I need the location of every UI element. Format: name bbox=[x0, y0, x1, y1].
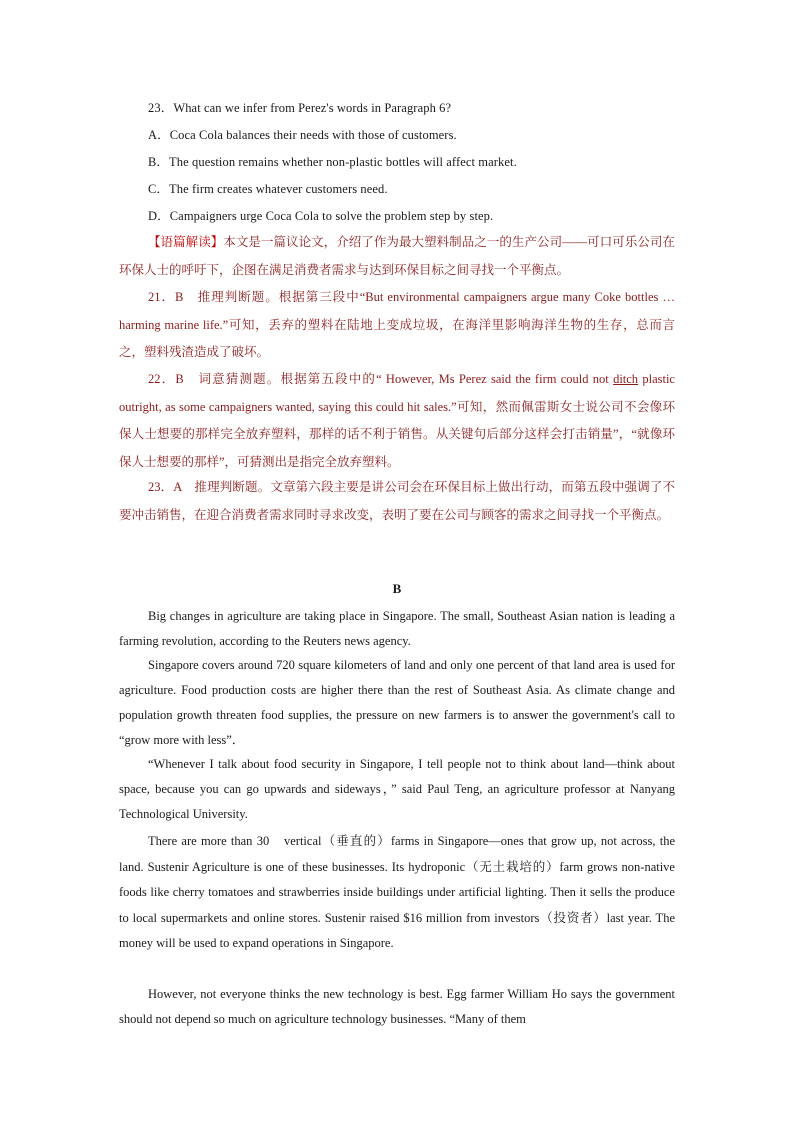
answer-head: 21．B 推理判断题。 bbox=[148, 290, 279, 304]
analysis-intro bbox=[119, 229, 675, 284]
answer-23 bbox=[119, 474, 675, 529]
passage-paragraph-3: “Whenever I talk about food security in Singapore, I tell people not to think about land—think about space, because you can go upwards and sideways，” said Paul Teng, an agriculture professor at Nanyang Technological University. bbox=[119, 757, 675, 821]
option-c bbox=[148, 179, 388, 197]
option-text: The firm creates whatever customers need. bbox=[169, 182, 388, 196]
option-letter: C． bbox=[148, 182, 170, 196]
question-text: What can we infer from Perez's words in Paragraph 6? bbox=[173, 101, 452, 115]
answer-22 bbox=[119, 366, 675, 476]
analysis-intro-text: 本文是一篇议论文，介绍了作为最大塑料制品之一的生产公司——可口可乐公司在环保人士的呼吁下，企图在满足消费者需求与达到环保目标之间寻找一个平衡点。 bbox=[119, 235, 675, 277]
question-23 bbox=[148, 98, 451, 116]
answer-text-pre: 根据第五段中的“ However, Ms Perez said the firm could not bbox=[280, 372, 614, 386]
option-text: Campaigners urge Coca Cola to solve the problem step by step. bbox=[169, 209, 494, 223]
answer-text: 文章第六段主要是讲公司会在环保目标上做出行动，而第五段中强调了不要冲击销售，在迎合消费者需求同时寻求改变，表明了要在公司与顾客的需求之间寻找一个平衡点。 bbox=[119, 480, 675, 522]
passage-paragraph-1: Big changes in agriculture are taking place in Singapore. The small, Southeast Asian nation is leading a farming revolution, according to the Reuters news agency. bbox=[119, 609, 675, 648]
question-number: 23． bbox=[148, 101, 174, 115]
passage-heading: B bbox=[392, 581, 402, 596]
option-text: Coca Cola balances their needs with those of customers. bbox=[169, 128, 457, 142]
answer-text-post: plastic outright, as some campaigners wanted, saying this could hit sales.”可知，然而佩雷斯女士说公司不会像环保人士想要的那样完全放弃塑料，那样的话不利于销售。从关键句后部分这样会打击销量”，“就像环保人士想要的那样”，可猜测出是指完全放弃塑料。 bbox=[119, 372, 675, 469]
option-b bbox=[148, 152, 517, 170]
answer-21 bbox=[119, 284, 675, 367]
answer-text: 根据第三段中“But environmental campaigners argue many Coke bottles … harming marine life.”可知，丢弃的塑料在陆地上变成垃圾，在海洋里影响海洋生物的生存，总而言之，塑料残渣造成了破坏。 bbox=[119, 290, 675, 359]
passage-paragraph-4: There are more than 30 vertical（垂直的）farms in Singapore—ones that grow up, not across, the land. Sustenir Agriculture is one of these businesses. Its hydroponic（无土栽培的）farm grows non-native foods like cherry tomatoes and strawberries inside buildings under artificial lighting. Then it sells the produce to local supermarkets and online stores. Sustenir raised $16 million from investors（投资者）last year. The money will be used to expand operations in Singapore. bbox=[119, 834, 675, 951]
analysis-tag: 【语篇解读】 bbox=[148, 235, 224, 249]
option-d bbox=[148, 206, 493, 224]
underlined-word: ditch bbox=[613, 372, 639, 386]
passage-paragraph-2: Singapore covers around 720 square kilometers of land and only one percent of that land area is used for agriculture. Food production costs are higher there than the rest of Southeast Asia. As climate change and population growth threaten food supplies, the pressure on new farmers is to answer the government's call to “grow more with less”． bbox=[119, 658, 675, 747]
option-letter: A． bbox=[148, 128, 170, 142]
option-text: The question remains whether non-plastic bottles will affect market. bbox=[169, 155, 517, 169]
answer-head: 23．A 推理判断题。 bbox=[148, 480, 271, 494]
option-letter: B． bbox=[148, 155, 170, 169]
option-a bbox=[148, 125, 457, 143]
option-letter: D． bbox=[148, 209, 170, 223]
passage-paragraph-5: However, not everyone thinks the new technology is best. Egg farmer William Ho says the government should not depend so much on agriculture technology businesses. “Many of them bbox=[119, 987, 675, 1026]
answer-head: 22．B 词意猜测题。 bbox=[148, 372, 281, 386]
